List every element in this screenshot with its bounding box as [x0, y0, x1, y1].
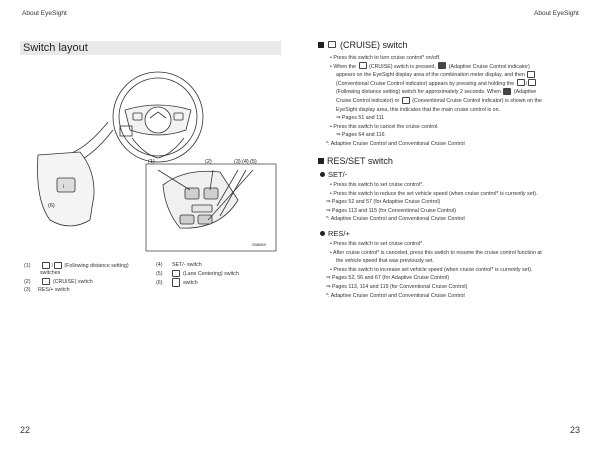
set-line-2: • Press this switch to reduce the set vehicle speed (when cruise control* is currently set). [330, 190, 538, 197]
figure-code: S08969 [252, 242, 266, 247]
cruise-icon [42, 278, 50, 285]
adaptive-cruise-indicator-icon [503, 88, 511, 95]
res-subtitle: RES/+ [320, 229, 350, 238]
res-line-2: • After cruise control* is canceled, press this switch to resume the cruise control function at [330, 249, 542, 256]
conventional-cruise-indicator-icon [402, 97, 410, 104]
set-footnote: *: Adaptive Cruise Control and Conventional Cruise Control [326, 216, 465, 223]
resset-section-title: RES/SET switch [318, 156, 393, 166]
caption-1-line2: switches [40, 270, 61, 276]
callout-1: (1) [148, 159, 155, 165]
caption-4: (4) SET/- switch [156, 262, 202, 268]
header-left: About EyeSight [22, 10, 67, 17]
page-number-right: 23 [570, 425, 581, 435]
detail-circle-6 [38, 152, 95, 226]
res-line-3: the vehicle speed that was previously set. [336, 258, 434, 265]
callout-3: (3) [234, 159, 241, 165]
cruise-section-title: (CRUISE) switch [318, 40, 408, 50]
distance-icon [517, 79, 525, 86]
cruise-line-7: EyeSight display area, this indicates that the main cruise control is on. [336, 106, 500, 113]
steering-wheel-drawing [62, 72, 203, 165]
steering-wheel-figure [20, 60, 282, 260]
res-line-4: • Press this switch to increase set vehicle speed (when cruise control* is currently set). [330, 266, 533, 273]
distance-icon [528, 79, 536, 86]
cruise-line-8: ⇒ Pages 51 and 111 [336, 115, 385, 122]
conventional-cruise-indicator-icon [527, 71, 535, 78]
res-line-6: ⇒ Pages 113, 114 and 119 (for Conventional Cruise Control) [326, 284, 468, 290]
caption-3: (3) RES/+ switch [24, 287, 70, 293]
lane-centering-icon [172, 270, 180, 277]
caption-1: (1) / (Following distance setting) [24, 262, 129, 269]
cruise-line-9: • Press this switch to cancel the cruise control. [330, 123, 439, 130]
cruise-line-4: (Conventional Cruise Control indicator) appears by pressing and holding the / [336, 80, 537, 89]
res-line-5: ⇒ Pages 52, 56 and 67 (for Adaptive Cruise Control) [326, 275, 450, 282]
callout-2: (2) [205, 159, 212, 165]
set-subtitle: SET/- [320, 170, 347, 179]
cruise-icon [328, 41, 336, 48]
callout-4: (4) [242, 159, 249, 165]
set-line-4: ⇒ Pages 113 and 115 (for Conventional Cruise Control) [326, 207, 456, 214]
distance-icon [42, 262, 50, 269]
cruise-icon [359, 62, 367, 69]
caption-2: (2) (CRUISE) switch [24, 278, 93, 285]
cruise-line-2: • When the (CRUISE) switch is pressed, (Adaptive Cruise Control indicator) [330, 63, 530, 70]
cruise-line-3: appears on the EyeSight display area of the combination meter display, and then [336, 71, 536, 80]
caption-5: (5) (Lane Centering) switch [156, 270, 239, 277]
section-title-bar [20, 41, 281, 55]
caption-6: (6) switch [156, 278, 198, 287]
callout-6: (6) [48, 203, 55, 209]
cruise-line-1: • Press this switch to turn cruise control* on/off. [330, 55, 441, 61]
distance-icon [54, 262, 62, 269]
info-icon [172, 278, 180, 287]
cruise-line-10: ⇒ Pages 64 and 116 [336, 132, 385, 139]
res-footnote: *: Adaptive Cruise Control and Conventional Cruise Control [326, 292, 465, 299]
cruise-line-5: (Following distance setting) switch for approximately 2 seconds. When (Adaptive [336, 89, 537, 96]
set-line-1: • Press this switch to set cruise control*. [330, 182, 424, 188]
section-title: Switch layout [23, 42, 88, 54]
header-right: About EyeSight [534, 10, 579, 17]
cruise-footnote: *: Adaptive Cruise Control and Conventional Cruise Control [326, 141, 465, 147]
set-line-3: ⇒ Pages 52 and 57 (for Adaptive Cruise Control) [326, 199, 441, 206]
callout-5: (5) [250, 159, 257, 165]
cruise-line-6: Cruise Control indicator) or (Conventional Cruise Control indicator) is shown on the [336, 98, 542, 104]
page-number-left: 22 [20, 425, 31, 435]
svg-text:i: i [63, 184, 65, 190]
adaptive-cruise-indicator-icon [438, 62, 446, 69]
res-line-1: • Press this switch to set cruise control*. [330, 241, 424, 247]
